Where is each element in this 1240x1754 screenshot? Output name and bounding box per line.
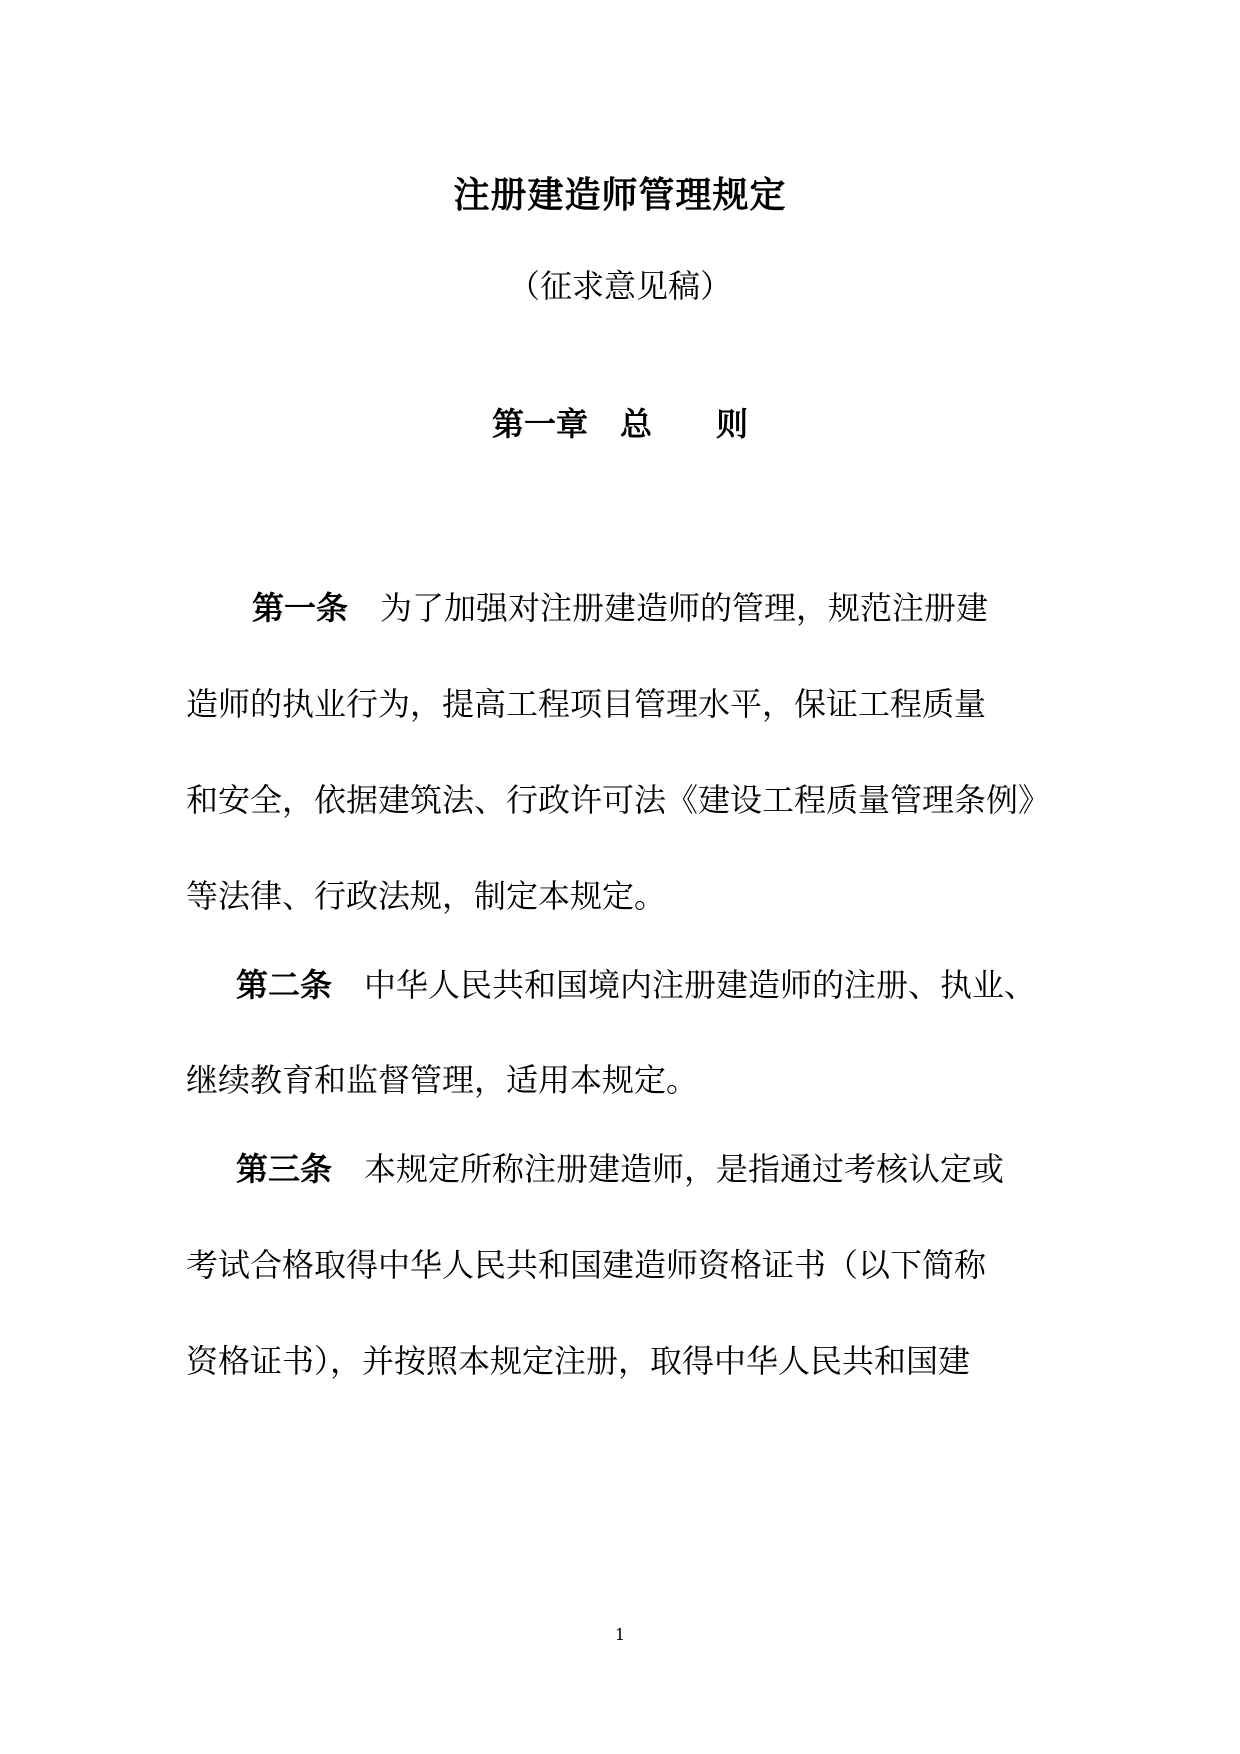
article-2-text-line-2: 继续教育和监督管理，适用本规定。 [186,1061,699,1099]
article-1-label: 第一条 [252,589,349,627]
article-1-text-line-2: 造师的执业行为，提高工程项目管理水平，保证工程质量 [186,685,987,723]
page-number: 1 [614,1625,626,1644]
article-1-text-line-4: 等法律、行政法规，制定本规定。 [186,877,667,915]
article-1-text-line-3: 和安全，依据建筑法、行政许可法《建设工程质量管理条例》 [186,781,1051,819]
article-3-first-line [236,1147,1004,1191]
article-2-first-line [236,963,1036,1007]
article-2-label: 第二条 [236,966,333,1004]
article-3-label: 第三条 [236,1150,333,1188]
chapter-heading: 第一章 总 则 [491,405,748,443]
document-subtitle: （征求意见稿） [507,267,732,305]
document-title: 注册建造师管理规定 [453,175,787,216]
article-1-first-line [252,586,988,630]
article-3-text-line-1: 本规定所称注册建造师，是指通过考核认定或 [364,1150,1005,1188]
article-3-text-line-3: 资格证书），并按照本规定注册，取得中华人民共和国建 [186,1342,971,1380]
article-1-text-line-1: 为了加强对注册建造师的管理，规范注册建 [380,589,989,627]
article-2-text-line-1: 中华人民共和国境内注册建造师的注册、执业、 [364,966,1037,1004]
article-3-text-line-2: 考试合格取得中华人民共和国建造师资格证书（以下简称 [186,1246,987,1284]
